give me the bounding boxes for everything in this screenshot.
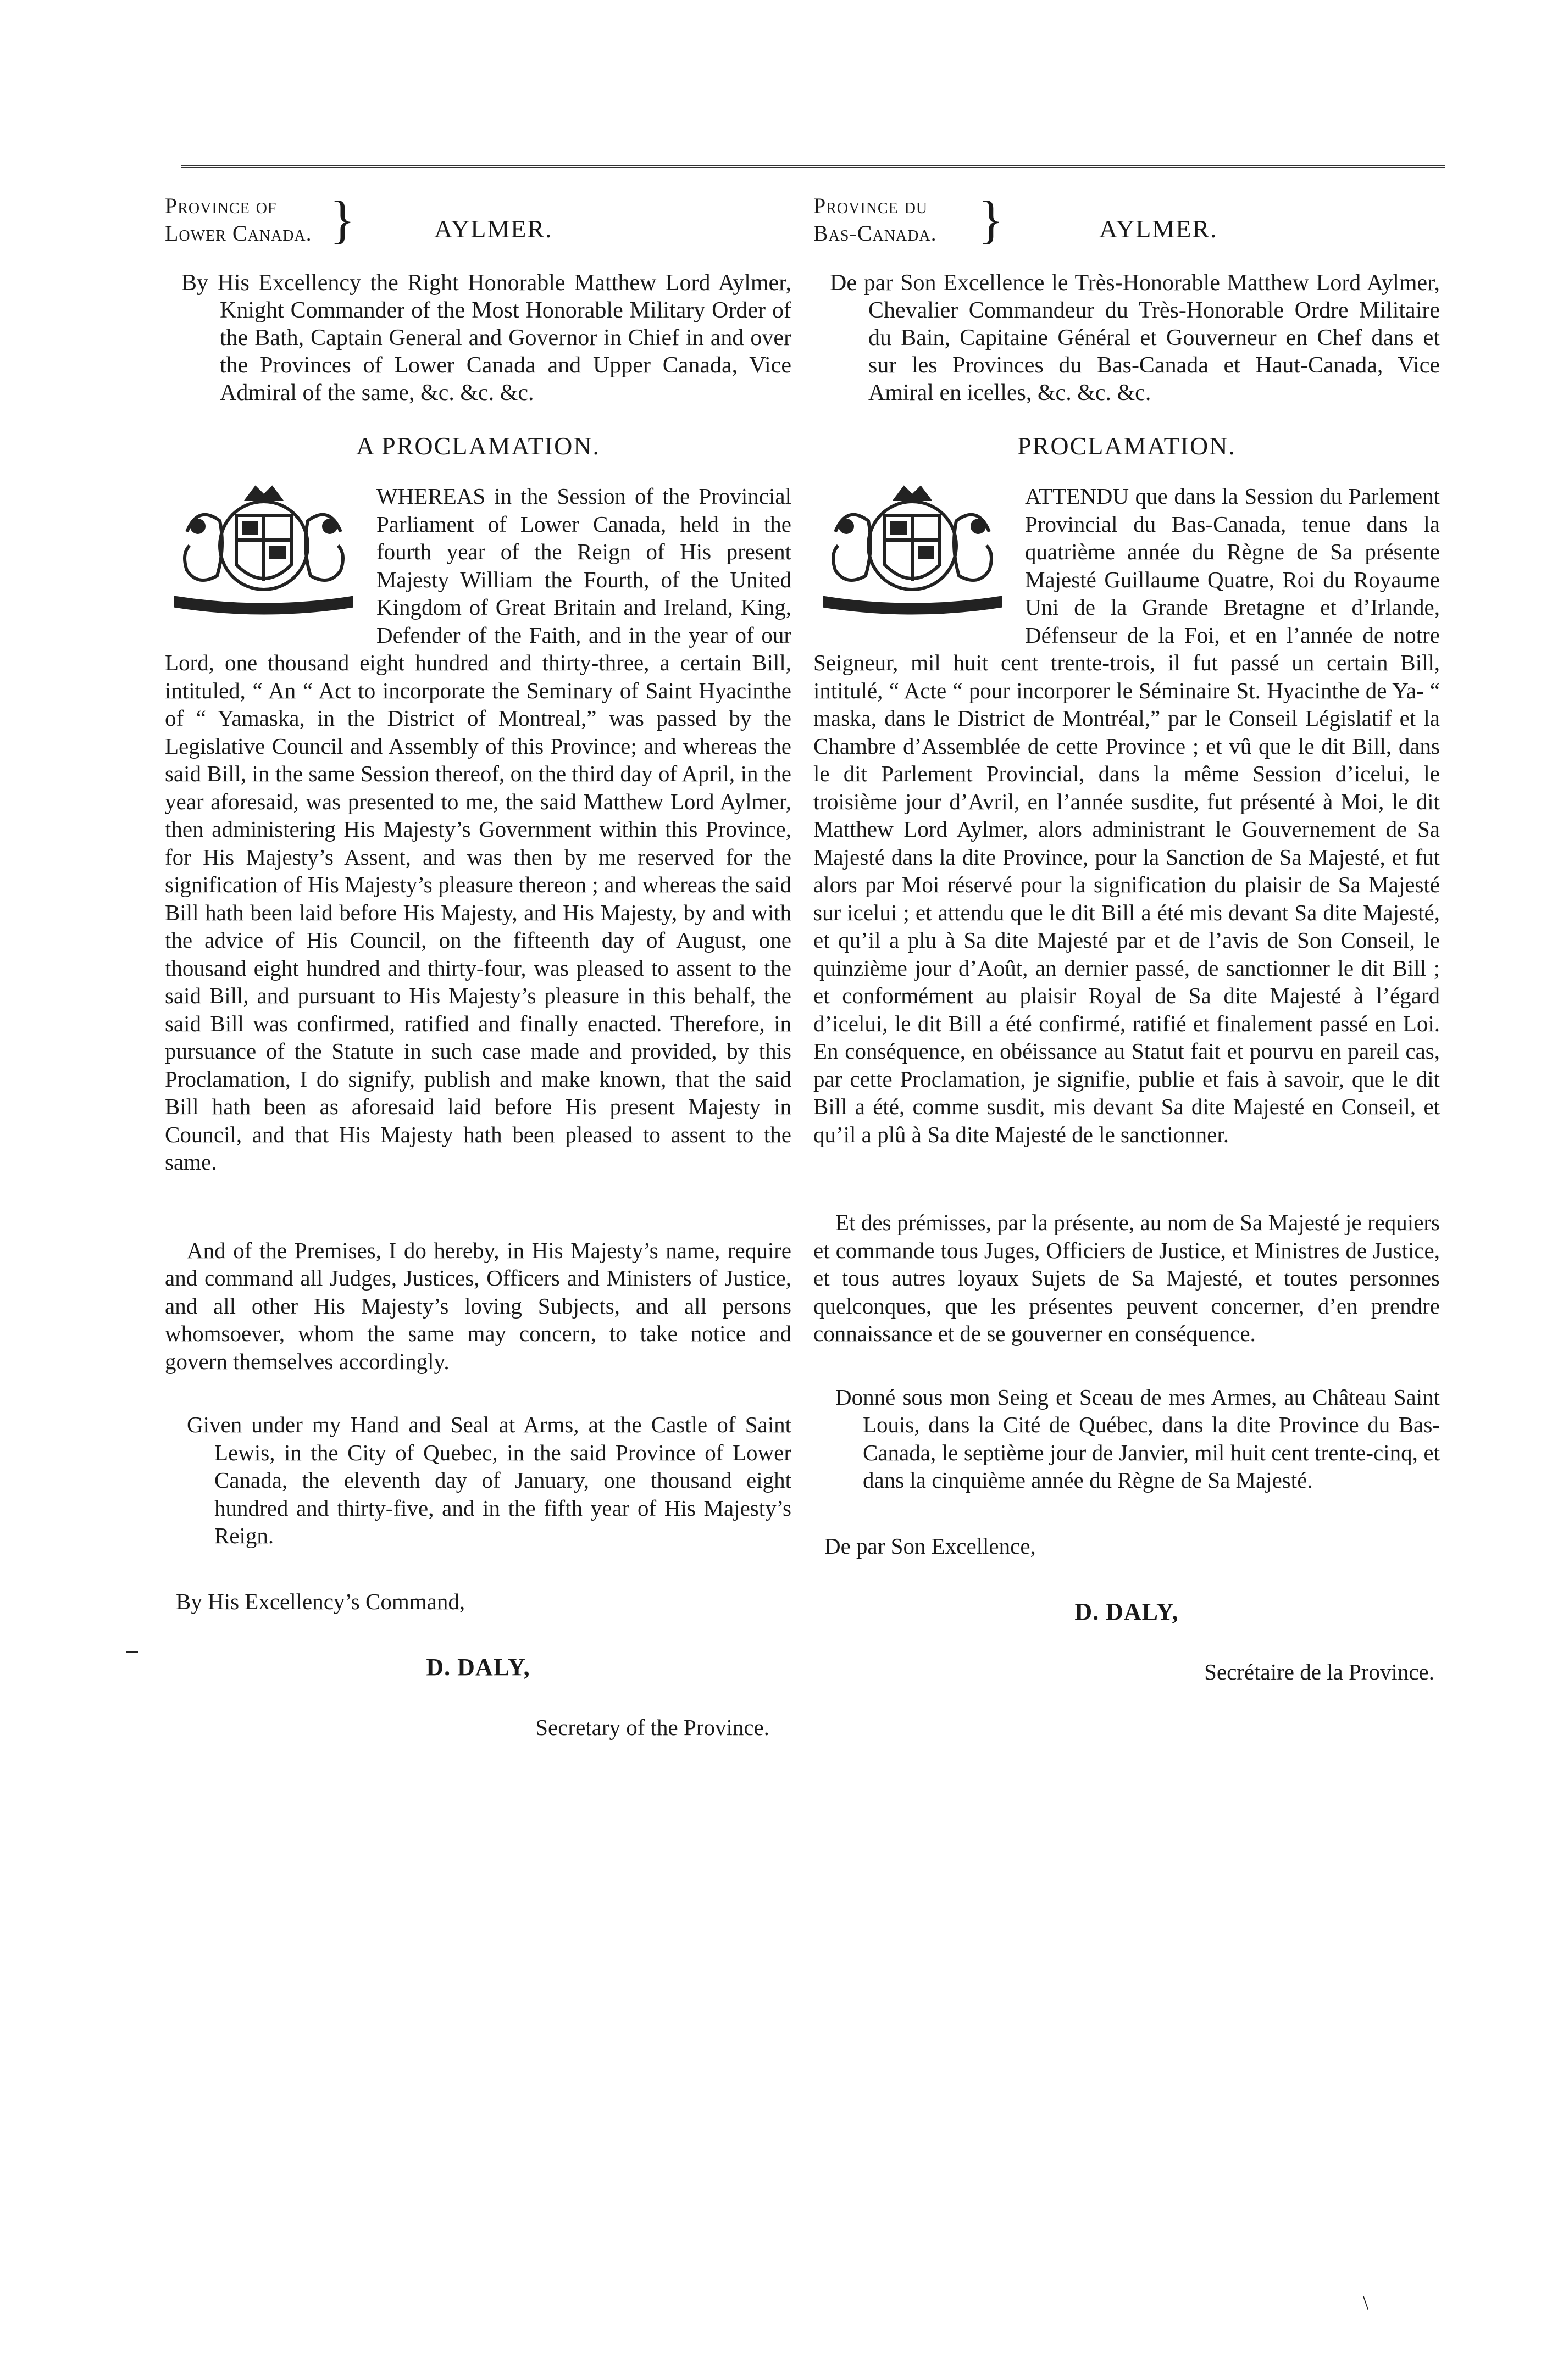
governor-titles-fr: De par Son Excellence le Très-Honorable Matthew Lord Aylmer, Chevalier Commandeur du Très-Honorable Ordre Militaire du Bain, Capitaine Général et Gouverneur en Chef dans et sur les Provinces du Bas-Canada et Haut-Canada, Vice Amiral en icelles, &c. &c. &c. — [830, 270, 1440, 405]
province-line-1-fr: Province du — [813, 193, 928, 218]
given-under-hand-fr: Donné sous mon Seing et Sceau de mes Armes, au Château Saint Louis, dans la Cité de Québec, dans la dite Province du Bas-Canada, le septième jour de Janvier, mil huit cent trente-cinq, et dans la cinquième année du Règne de Sa Majesté. — [835, 1384, 1440, 1493]
royal-coat-of-arms-icon — [813, 482, 1011, 620]
province-label-fr — [813, 192, 937, 247]
premises-paragraph: And of the Premises, I do hereby, in His Majesty’s name, require and command all Judges, Justices, Officers and Ministers of Justice, and all other His Majesty’s loving Subjects, and all persons whomsoever, whom the same may concern, to take notice and govern themselves accordingly. — [165, 1237, 791, 1374]
signature-fr: D. DALY, — [1074, 1598, 1179, 1625]
secretary-title-fr: Secrétaire de la Province. — [1204, 1659, 1434, 1684]
proclamation-heading: A PROCLAMATION. — [356, 432, 601, 460]
margin-dash — [126, 1651, 138, 1653]
signature: D. DALY, — [426, 1653, 530, 1681]
given-under-hand: Given under my Hand and Seal at Arms, at the Castle of Saint Lewis, in the City of Quebec, in the said Province of Lower Canada, the eleventh day of January, one thousand eight hundred and thirty-five, and in the fifth year of His Majesty’s Reign. — [187, 1412, 791, 1548]
french-column — [813, 192, 1440, 1685]
brace-icon: } — [978, 190, 1004, 249]
governor-name-fr: AYLMER. — [1099, 215, 1218, 243]
brace-icon: } — [330, 190, 356, 249]
command-line-fr: De par Son Excellence, — [824, 1533, 1036, 1559]
command-line: By His Excellency’s Command, — [176, 1588, 465, 1614]
province-line-2-fr: Bas-Canada. — [813, 221, 937, 246]
governor-titles: By His Excellency the Right Honorable Matthew Lord Aylmer, Knight Commander of the Most Honorable Military Order of the Bath, Captain General and Governor in Chief in and over the Provinces of Lower Canada and Upper Canada, Vice Admiral of the same, &c. &c. &c. — [181, 270, 791, 405]
governor-name: AYLMER. — [434, 215, 553, 243]
english-header — [165, 192, 791, 264]
english-column — [165, 192, 791, 1740]
province-line-1: Province of — [165, 193, 277, 218]
premises-paragraph-fr: Et des prémisses, par la présente, au nom de Sa Majesté je requiers et commande tous Juges, Officiers de Justice, et Ministres de Justice, et tous autres loyaux Sujets de Sa Majesté, et toutes personnes quelconques, que les présentes peuvent concerner, d’en prendre connaissance et de se gouverner en conséquence. — [813, 1210, 1440, 1346]
province-label — [165, 192, 312, 247]
proclamation-heading-fr: PROCLAMATION. — [1017, 432, 1236, 460]
secretary-title: Secretary of the Province. — [535, 1714, 769, 1740]
french-header — [813, 192, 1440, 264]
page-mark: \ — [1363, 2292, 1369, 2314]
province-line-2: Lower Canada. — [165, 221, 312, 246]
top-double-rule — [181, 165, 1445, 168]
royal-coat-of-arms-icon — [165, 482, 363, 620]
proclamation-body: WHEREAS in the Session of the Provincial Parliament of Lower Canada, held in the fourth year of the Reign of His present Majesty William the Fourth, of the United Kingdom of Great Britain and Ireland, King, Defender of the Faith, and in the year of our Lord, one thousand eight hundred and thirty-three, a certain Bill, intituled, “ An “ Act to incorporate the Seminary of Saint Hyacinthe of “ Yamaska, in the District of Montreal,” was passed by the Legislative Council and Assembly of this Province; and whereas the said Bill, in the same Session thereof, on the third day of April, in the year aforesaid, was presented to me, the said Matthew Lord Aylmer, then administering His Majesty’s Government within this Province, for His Majesty’s Assent, and was then by me reserved for the signification of His Majesty’s pleasure thereon ; and whereas the said Bill hath been laid before His Majesty, and His Majesty, by and with the advice of His Council, on the fifteenth day of August, one thousand eight hundred and thirty-four, was pleased to assent to the said Bill, and pursuant to His Majesty’s pleasure in this behalf, the said Bill was confirmed, ratified and finally enacted. Therefore, in pursuance of the Statute in such case made and provided, by this Proclamation, I do signify, publish and make known, that the said Bill hath been as aforesaid laid before His present Majesty in Council, and that His Majesty hath been pleased to assent to the same. — [165, 483, 791, 1175]
proclamation-body-fr: ATTENDU que dans la Session du Parlement Provincial du Bas-Canada, tenue dans la quatrième année du Règne de Sa présente Majesté Guillaume Quatre, Roi du Royaume Uni de la Grande Bretagne et d’Irlande, Défenseur de la Foi, et en l’année de notre Seigneur, mil huit cent trente-trois, il fut passé un certain Bill, intitulé, “ Acte “ pour incorporer le Séminaire St. Hyacinthe de Ya- “ maska, dans le District de Montréal,” par le Conseil Législatif et la Chambre d’Assemblée de cette Province ; et vû que le dit Bill, dans le dit Parlement Provincial, dans la même Session d’icelui, le troisième jour d’Avril, en l’année susdite, fut présenté à Moi, le dit Matthew Lord Aylmer, alors administrant le Gouvernement de Sa Majesté dans la dite Province, pour la Sanction de Sa Majesté, et fut alors par Moi réservé pour la signification du plaisir de Sa Majesté sur icelui ; et attendu que le dit Bill a été mis devant Sa dite Majesté, et qu’il a plu à Sa dite Majesté par et de l’avis de Son Conseil, le quinzième jour d’Août, an dernier passé, de sanctionner le dit Bill ; et conformément au plaisir Royal de Sa dite Majesté à l’égard d’icelui, le dit Bill a été confirmé, ratifié et finalement passé en Loi. En conséquence, en obéissance au Statut fait et pourvu en pareil cas, par cette Proclamation, je signifie, publie et fais à savoir, que le dit Bill a été, comme susdit, mis devant Sa dite Majesté en Conseil, et qu’il a plû à Sa dite Majesté de le sanctionner. — [813, 483, 1440, 1147]
